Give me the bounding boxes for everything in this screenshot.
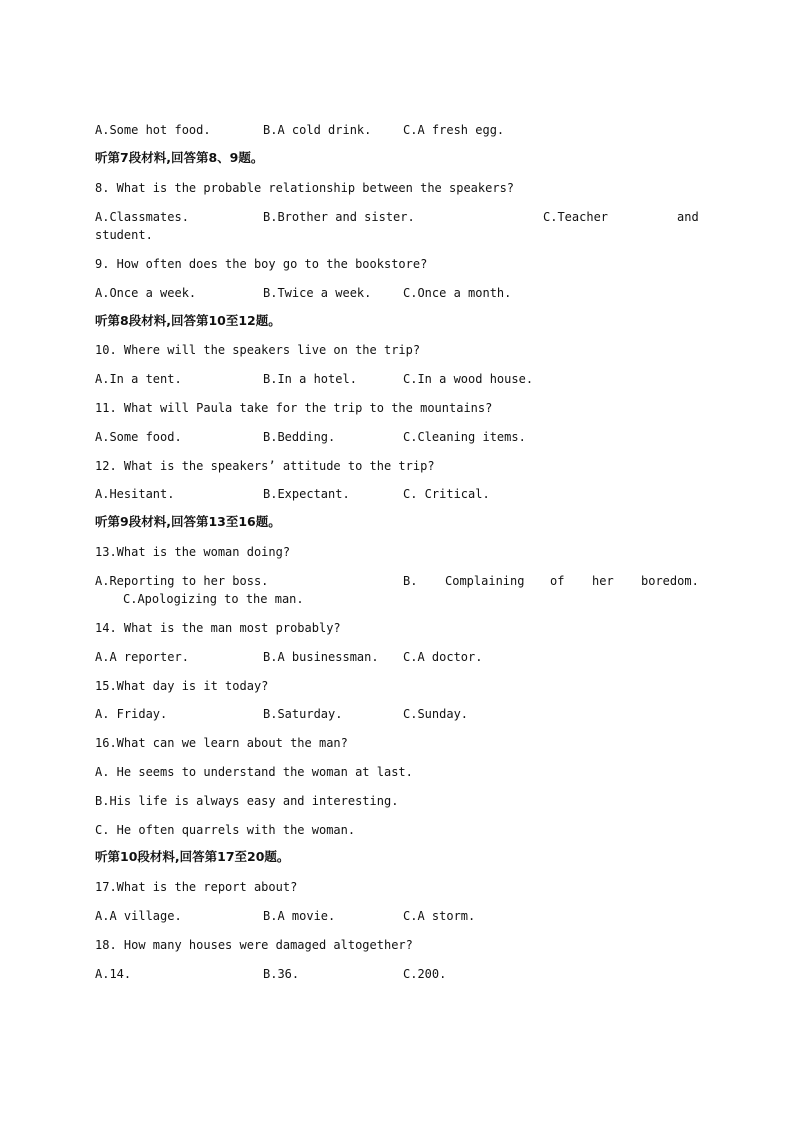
q14-stem: 14. What is the man most probably? (95, 621, 341, 635)
q13-stem: 13.What is the woman doing? (95, 545, 291, 559)
q7-option-b: B.A cold drink. (263, 123, 372, 137)
q13-option-b-word1: Complaining (445, 574, 525, 588)
section-9-heading: 听第9段材料,回答第13至16题。 (95, 514, 281, 529)
q17-option-b: B.A movie. (263, 909, 336, 923)
q18-option-b: B.36. (263, 967, 300, 981)
q8-option-c-wrap: student. (95, 228, 153, 242)
q13-option-b-word4: boredom. (641, 574, 699, 588)
q16-option-a: A. He seems to understand the woman at last. (95, 765, 413, 779)
q16-option-c: C. He often quarrels with the woman. (95, 823, 356, 837)
q11-option-c: C.Cleaning items. (403, 430, 526, 444)
q8-option-b: B.Brother and sister. (263, 210, 415, 224)
q11-stem: 11. What will Paula take for the trip to the mountains? (95, 401, 493, 415)
q12-option-b: B.Expectant. (263, 487, 350, 501)
q13-option-b-word2: of (550, 574, 565, 588)
q10-option-c: C.In a wood house. (403, 372, 534, 386)
q18-stem: 18. How many houses were damaged altogether? (95, 938, 413, 952)
q16-stem: 16.What can we learn about the man? (95, 736, 348, 750)
q13-option-a: A.Reporting to her boss. (95, 574, 269, 588)
q13-option-c: C.Apologizing to the man. (123, 592, 304, 606)
q14-option-a: A.A reporter. (95, 650, 189, 664)
q18-option-c: C.200. (403, 967, 447, 981)
q8-option-a: A.Classmates. (95, 210, 189, 224)
q11-option-b: B.Bedding. (263, 430, 336, 444)
q12-option-c: C. Critical. (403, 487, 490, 501)
q9-option-a: A.Once a week. (95, 286, 197, 300)
q7-option-a: A.Some hot food. (95, 123, 211, 137)
q18-option-a: A.14. (95, 967, 132, 981)
q11-option-a: A.Some food. (95, 430, 182, 444)
q8-option-c-cont: and (677, 210, 699, 224)
q9-option-c: C.Once a month. (403, 286, 512, 300)
q12-option-a: A.Hesitant. (95, 487, 175, 501)
q15-option-a: A. Friday. (95, 707, 168, 721)
q9-option-b: B.Twice a week. (263, 286, 372, 300)
q17-option-a: A.A village. (95, 909, 182, 923)
q10-option-b: B.In a hotel. (263, 372, 357, 386)
q15-option-b: B.Saturday. (263, 707, 343, 721)
q9-stem: 9. How often does the boy go to the bookstore? (95, 257, 428, 271)
q15-stem: 15.What day is it today? (95, 679, 269, 693)
q15-option-c: C.Sunday. (403, 707, 469, 721)
section-10-heading: 听第10段材料,回答第17至20题。 (95, 849, 290, 864)
q16-option-b: B.His life is always easy and interesting. (95, 794, 399, 808)
q14-option-b: B.A businessman. (263, 650, 379, 664)
q7-option-c: C.A fresh egg. (403, 123, 505, 137)
q17-option-c: C.A storm. (403, 909, 476, 923)
q8-option-c: C.Teacher (543, 210, 609, 224)
q12-stem: 12. What is the speakers’ attitude to the trip? (95, 459, 435, 473)
q13-option-b: B. (403, 574, 418, 588)
q10-stem: 10. Where will the speakers live on the trip? (95, 343, 421, 357)
q13-option-b-word3: her (592, 574, 614, 588)
q8-stem: 8. What is the probable relationship between the speakers? (95, 181, 515, 195)
q10-option-a: A.In a tent. (95, 372, 182, 386)
q14-option-c: C.A doctor. (403, 650, 483, 664)
q17-stem: 17.What is the report about? (95, 880, 298, 894)
section-7-heading: 听第7段材料,回答第8、9题。 (95, 150, 264, 165)
section-8-heading: 听第8段材料,回答第10至12题。 (95, 313, 281, 328)
